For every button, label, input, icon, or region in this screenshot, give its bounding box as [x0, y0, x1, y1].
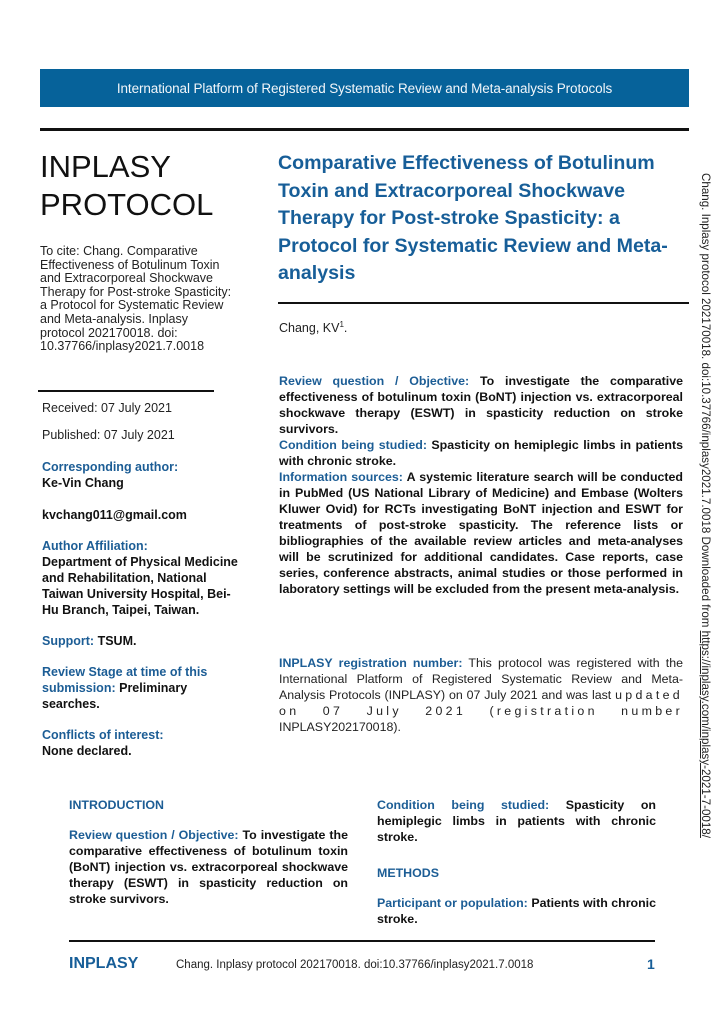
registration-text-b: updated on 07 July 2021 (registration number — [279, 688, 683, 718]
abstract-label: Information sources: — [279, 470, 403, 484]
condition-paragraph — [377, 797, 656, 845]
condition-text: Spasticity on hemiplegic limbs in patients with chronic stroke. — [377, 798, 656, 844]
conflicts-text: None declared. — [42, 744, 132, 758]
article-title: Comparative Effectiveness of Botulinum Toxin and Extracorporeal Shockwave Therapy for Post-stroke Spasticity: a Protocol for Systematic Review and Meta-analysis — [278, 152, 668, 284]
brand-logo — [40, 148, 213, 224]
author-email[interactable]: kvchang011@gmail.com — [42, 508, 187, 522]
corresponding-label: Corresponding author: — [42, 460, 179, 474]
author-affiliation-marker: 1 — [339, 320, 344, 329]
affiliation-label: Author Affiliation: — [42, 539, 148, 553]
corresponding-name: Ke-Vin Chang — [42, 476, 124, 490]
footer-brand: INPLASY — [69, 955, 139, 972]
abstract-label: Condition being studied: — [279, 438, 427, 452]
footer-citation: Chang. Inplasy protocol 202170018. doi:10.37766/inplasy2021.7.0018 — [176, 959, 534, 971]
download-link[interactable]: https://inplasy.com/inplasy-2021-7-0018/ — [699, 630, 712, 838]
author-line — [279, 320, 347, 335]
support-text: TSUM. — [97, 634, 137, 648]
side-download-note — [699, 173, 712, 838]
registration-text-c: INPLASY202170018). — [279, 720, 401, 734]
abstract-condition — [279, 437, 683, 469]
support-label: Support: — [42, 634, 95, 648]
citation-text: To cite: Chang. Comparative Effectiveness of Botulinum Toxin and Extracorporeal Shockwave Therapy for Post-stroke Spasticity: a Protocol for Systematic Review and Meta-analysis. Inplasy protocol 202170018. doi: 10.37766/inplasy2021.7.0018 — [40, 244, 232, 354]
intro-objective — [69, 827, 348, 907]
review-stage — [42, 664, 242, 712]
abstract-text: A systemic literature search will be conducted in PubMed (US National Library of Medicine) and Embase (Wolters Kluwer Ovid) for RCTs investigating BoNT injection and ESWT for treatments of post-stroke spasticity. The reference lists or bibliographies of the available review articles and meta-analyses will be scrutinized for additional candidates. Case reports, case series, conference abstracts, animal studies or those performed in laboratory settings will be excluded from the present meta-analysis. — [279, 470, 684, 596]
brand-line-2: PROTOCOL — [40, 187, 214, 222]
registration-text-a: This protocol was registered with the International Platform of Registered Systematic Review and Meta-Analysis Protocols (INPLASY) on 07 July 2021 and was last — [279, 656, 683, 702]
sidebar — [42, 400, 242, 774]
abstract — [279, 373, 683, 597]
page-number: 1 — [647, 956, 655, 972]
side-note-text: Chang. Inplasy protocol 202170018. doi:10.37766/inplasy2021.7.0018 Downloaded from — [699, 173, 712, 631]
author-end: . — [343, 321, 348, 336]
intro-text: To investigate the comparative effectiveness of botulinum toxin (BoNT) injection vs. extracorporeal shockwave therapy (ESWT) in spasticity reduction on stroke survivors. — [69, 828, 348, 906]
author-affiliation — [42, 538, 242, 618]
top-divider — [40, 128, 689, 131]
footer-divider — [69, 940, 655, 942]
introduction-column — [69, 797, 348, 921]
introduction-heading: INTRODUCTION — [69, 798, 164, 812]
stage-label: Review Stage at time of this submission: — [42, 665, 208, 695]
abstract-text: Spasticity on hemiplegic limbs in patients with chronic stroke. — [279, 438, 683, 468]
header-banner — [40, 69, 689, 107]
registration-label: INPLASY registration number: — [279, 656, 463, 670]
published-date: Published: 07 July 2021 — [42, 428, 175, 442]
received-date: Received: 07 July 2021 — [42, 401, 172, 415]
participant-label: Participant or population: — [377, 896, 528, 910]
support — [42, 633, 242, 649]
conflicts-label: Conflicts of interest: — [42, 728, 164, 742]
stage-text: Preliminary searches. — [42, 681, 188, 711]
author-name: Chang, KV — [279, 321, 340, 336]
registration-info — [279, 655, 683, 735]
abstract-label: Review question / Objective: — [279, 374, 470, 388]
participant-paragraph — [377, 895, 656, 927]
brand-line-1: INPLASY — [40, 149, 171, 184]
title-divider — [278, 302, 689, 304]
condition-label: Condition being studied: — [377, 798, 550, 812]
abstract-sources — [279, 469, 683, 597]
abstract-text: To investigate the comparative effectiveness of botulinum toxin (BoNT) injection vs. extracorporeal shockwave therapy (ESWT) in spasticity reduction on stroke survivors. — [279, 374, 683, 436]
banner-text: International Platform of Registered Systematic Review and Meta-analysis Protocols — [116, 80, 613, 96]
methods-heading: METHODS — [377, 866, 439, 880]
abstract-objective — [279, 373, 683, 437]
affiliation-text: Department of Physical Medicine and Rehabilitation, National Taiwan University Hospital, Bei-Hu Branch, Taipei, Taiwan. — [42, 555, 238, 617]
intro-label: Review question / Objective: — [69, 828, 239, 842]
participant-text: Patients with chronic stroke. — [377, 896, 656, 926]
corresponding-author — [42, 459, 242, 523]
methods-column — [377, 797, 656, 941]
conflicts-of-interest — [42, 727, 242, 759]
sidebar-divider — [38, 390, 214, 392]
